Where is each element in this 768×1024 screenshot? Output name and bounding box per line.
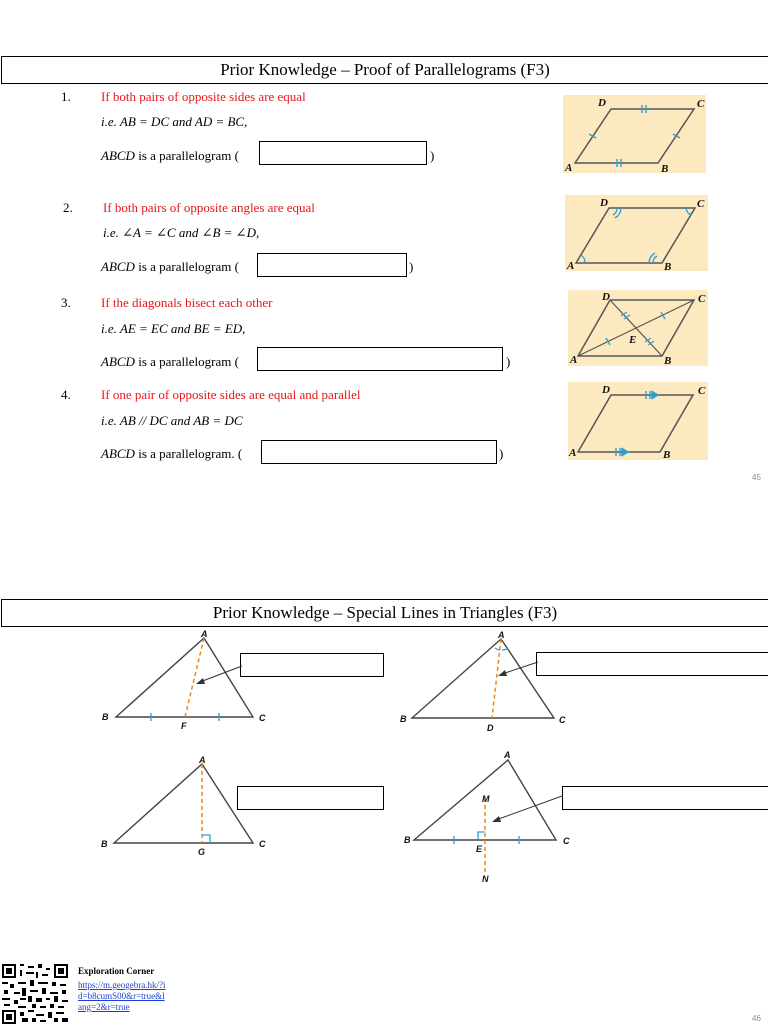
t1-label-B: B	[102, 712, 109, 722]
item1-equation: i.e. AB = DC and AD = BC,	[101, 114, 248, 129]
altitude-answer-box[interactable]	[237, 786, 384, 810]
figure-parallelogram-diagonals	[568, 290, 708, 366]
item1-abcd: ABCD	[101, 148, 135, 163]
item1-statement-text: is a parallelogram (	[134, 148, 239, 163]
label-D: D	[598, 97, 606, 109]
item4-abcd: ABCD	[101, 446, 135, 461]
t3-label-C: C	[259, 839, 266, 849]
item2-number: 2.	[63, 200, 73, 215]
label-C: C	[697, 98, 705, 110]
item3-statement	[101, 354, 239, 370]
item3-close-paren: )	[506, 354, 511, 369]
t4-label-E: E	[476, 844, 483, 854]
t4-label-C: C	[563, 836, 570, 846]
label-B-2: B	[664, 261, 672, 271]
parallelogram-shape-4	[578, 395, 693, 452]
figure-parallelogram-parallel-sides	[568, 382, 708, 460]
page1-number: 45	[752, 473, 761, 482]
item3-statement-text: is a parallelogram (	[134, 354, 239, 369]
label-D-4: D	[602, 384, 610, 396]
item4-close-paren: )	[499, 446, 504, 461]
figure-parallelogram-equal-sides	[563, 95, 706, 173]
label-A: A	[565, 162, 573, 173]
item3-number: 3.	[61, 295, 71, 310]
t1-label-F: F	[181, 721, 187, 731]
label-A-3: A	[570, 354, 578, 366]
item3-abcd: ABCD	[101, 354, 135, 369]
median-answer-box[interactable]	[240, 653, 384, 677]
exploration-corner-link[interactable]: https://m.geogebra.hk/?id=b8cumS00&r=true&lang=2&r=true	[78, 980, 166, 1012]
label-C-4: C	[698, 385, 706, 397]
t3-label-B: B	[101, 839, 108, 849]
label-B-3: B	[664, 355, 672, 366]
item4-number: 4.	[61, 387, 71, 402]
label-A-4: A	[569, 447, 577, 459]
label-C-3: C	[698, 293, 706, 305]
t2-label-D: D	[487, 723, 494, 733]
item2-answer-box[interactable]	[257, 253, 407, 277]
label-B-4: B	[663, 449, 671, 460]
label-D-2: D	[600, 197, 608, 209]
page2-title: Prior Knowledge – Special Lines in Triangles (F3)	[1, 599, 768, 627]
item2-close-paren: )	[409, 259, 414, 274]
item4-statement	[101, 446, 242, 462]
angle-bisector-arrow	[494, 658, 544, 680]
item1-answer-box[interactable]	[259, 141, 427, 165]
t3-label-A: A	[199, 755, 206, 765]
label-C-2: C	[697, 198, 705, 210]
exploration-corner-title: Exploration Corner	[78, 966, 155, 976]
t3-label-G: G	[198, 847, 206, 857]
item2-equation: i.e. ∠A = ∠C and ∠B = ∠D,	[103, 225, 260, 240]
page2-number: 46	[752, 1014, 761, 1023]
t4-label-A: A	[504, 750, 511, 760]
t2-label-A: A	[498, 630, 505, 640]
t2-label-C: C	[559, 715, 566, 725]
item3-answer-box[interactable]	[257, 347, 503, 371]
t1-label-C: C	[259, 713, 266, 723]
t4-label-B: B	[404, 835, 411, 845]
item2-abcd: ABCD	[101, 259, 135, 274]
item4-condition: If one pair of opposite sides are equal and parallel	[101, 387, 361, 402]
perpendicular-bisector-arrow	[488, 792, 568, 826]
item2-statement	[101, 259, 239, 275]
label-D-3: D	[602, 291, 610, 303]
label-A-2: A	[567, 260, 575, 271]
parallelogram-shape-2	[576, 208, 695, 263]
t2-label-B: B	[400, 714, 407, 724]
perpendicular-bisector-answer-box[interactable]	[562, 786, 768, 810]
page1-title: Prior Knowledge – Proof of Parallelograms (F3)	[1, 56, 768, 84]
figure-parallelogram-equal-angles	[565, 195, 708, 271]
item1-condition: If both pairs of opposite sides are equal	[101, 89, 306, 104]
label-B: B	[661, 163, 669, 173]
item2-condition: If both pairs of opposite angles are equal	[103, 200, 315, 215]
triangle-angle-bisector	[396, 628, 576, 734]
triangle-median	[98, 628, 278, 734]
t1-label-A: A	[201, 629, 208, 639]
median-arrow	[190, 660, 250, 690]
item4-answer-box[interactable]	[261, 440, 497, 464]
t4-label-N: N	[482, 874, 489, 884]
qr-code-icon[interactable]	[2, 964, 68, 1024]
item1-number: 1.	[61, 89, 71, 104]
item1-close-paren: )	[430, 148, 435, 163]
item2-statement-text: is a parallelogram (	[134, 259, 239, 274]
item1-statement	[101, 148, 239, 164]
item4-statement-text: is a parallelogram. (	[134, 446, 243, 461]
t4-label-M: M	[482, 794, 490, 804]
label-E-3: E	[629, 334, 637, 346]
item4-equation: i.e. AB // DC and AB = DC	[101, 413, 243, 428]
angle-bisector-answer-box[interactable]	[536, 652, 768, 676]
item3-equation: i.e. AE = EC and BE = ED,	[101, 321, 246, 336]
item3-condition: If the diagonals bisect each other	[101, 295, 273, 310]
